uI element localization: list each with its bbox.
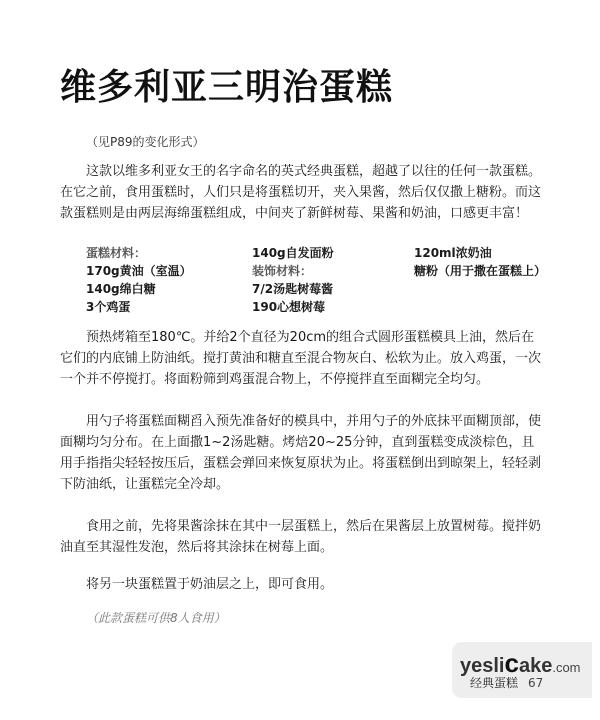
- step-paragraph-2: 用勺子将蛋糕面糊舀入预先准备好的模具中，并用勺子的外底抹平面糊顶部，使面糊均匀分布。在上面撒1~2汤匙糖。烤焙20~25分钟，直到蛋糕变成淡棕色，且用手指指尖轻轻按压后，蛋糕会弹回来恢复原状为止。将蛋糕倒出到晾架上，轻轻剥下防油纸，让蛋糕完全冷却。: [60, 414, 542, 492]
- intro-paragraph: 这款以维多利亚女王的名字命名的英式经典蛋糕，超越了以往的任何一款蛋糕。在它之前，食用蛋糕时，人们只是将蛋糕切开，夹入果酱，然后仅仅撒上糖粉。而这款蛋糕则是由两层海绵蛋糕组成，中间夹了新鲜树莓、果酱和奶油，口感更丰富！: [60, 164, 542, 221]
- ingredients-column-3: [414, 244, 564, 280]
- page-number: 67: [528, 676, 544, 690]
- step-paragraph-1: 预热烤箱至180℃。并给2个直径为20cm的组合式圆形蛋糕模具上油，然后在它们的内底铺上防油纸。搅打黄油和糖直至混合物灰白、松软为止。放入鸡蛋，一次一个并不停搅打。将面粉筛到鸡蛋混合物上，不停搅拌直至面糊完全均匀。: [60, 330, 542, 387]
- ingredient-item: 190心想树莓: [252, 300, 326, 314]
- ingredient-item: 7/2汤匙树莓酱: [252, 282, 334, 296]
- step-paragraph-3: 食用之前，先将果酱涂抹在其中一层蛋糕上，然后在果酱层上放置树莓。搅拌奶油直至其湿性发泡，然后将其涂抹在树莓上面。: [60, 519, 542, 555]
- step-paragraph-4: 将另一块蛋糕置于奶油层之上，即可食用。: [86, 577, 334, 592]
- watermark-domain: .com: [552, 660, 581, 675]
- ingredient-item: 糖粉（用于撒在蛋糕上）: [414, 264, 547, 278]
- subtitle: （见P89的变化形式）: [86, 135, 205, 149]
- ingredients-column-2: [252, 244, 402, 316]
- ingredient-item: 140g绵白糖: [86, 282, 156, 296]
- ingredient-heading: 蛋糕材料：: [86, 246, 147, 260]
- page-title: 维多利亚三明治蛋糕: [60, 67, 394, 108]
- watermark-part: ake: [518, 655, 553, 677]
- ingredient-item: 3个鸡蛋: [86, 300, 131, 314]
- watermark-c: c: [504, 648, 519, 678]
- ingredient-item: 140g自发面粉: [252, 246, 334, 260]
- ingredient-item: 170g黄油（室温）: [86, 264, 192, 278]
- ingredients-column-1: [86, 244, 236, 316]
- ingredient-item: 120ml浓奶油: [414, 246, 492, 260]
- serves-note: （此款蛋糕可供8人食用）: [86, 611, 226, 625]
- ingredient-heading: 装饰材料：: [252, 264, 313, 278]
- watermark-part: yesli: [460, 655, 505, 677]
- footer-section: 经典蛋糕: [470, 676, 519, 690]
- page-footer: [470, 674, 543, 691]
